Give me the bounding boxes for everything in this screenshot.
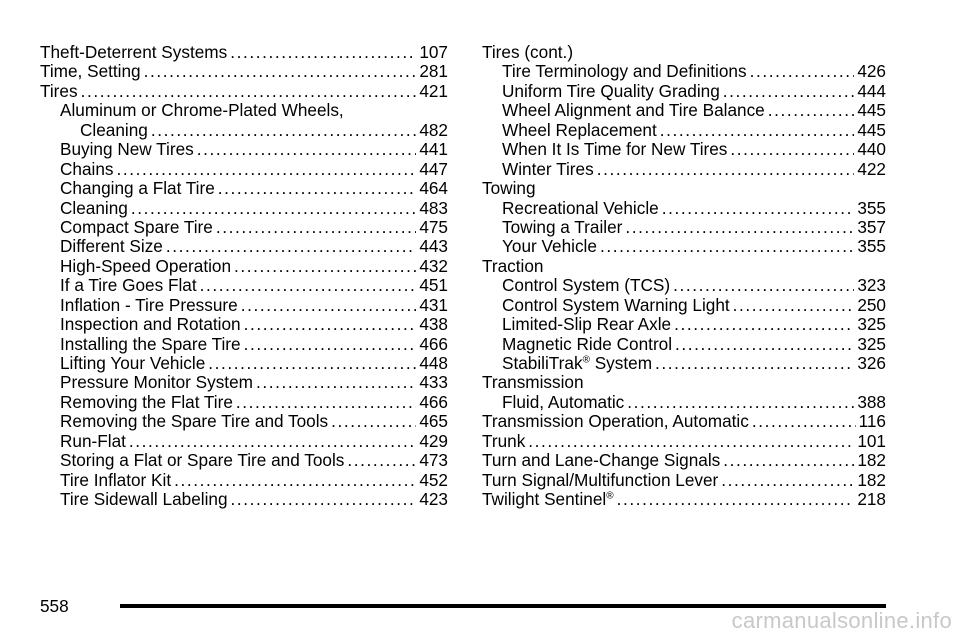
index-entry-page: 429 xyxy=(419,430,448,451)
dot-leader xyxy=(144,62,417,81)
index-entry-label: StabiliTrak® System xyxy=(502,353,653,373)
dot-leader xyxy=(723,451,854,470)
index-entry-page: 116 xyxy=(858,411,886,432)
index-entry xyxy=(482,160,886,179)
index-entry-label: Control System (TCS) xyxy=(502,275,671,296)
index-entry-label: Recreational Vehicle xyxy=(502,197,659,218)
registered-mark: ® xyxy=(582,354,590,366)
index-entry xyxy=(482,451,886,470)
dot-leader xyxy=(597,160,855,179)
index-entry-page: 326 xyxy=(857,353,886,373)
index-entry-label: Different Size xyxy=(60,236,163,257)
dot-leader xyxy=(662,199,855,218)
dot-leader xyxy=(231,490,417,509)
index-entry-label: Your Vehicle xyxy=(502,236,597,257)
index-entry-page: 447 xyxy=(419,158,448,179)
index-entry-label: Wheel Replacement xyxy=(502,119,657,140)
index-entry-label: Wheel Alignment and Tire Balance xyxy=(502,100,765,121)
index-entry xyxy=(482,315,886,334)
index-entry xyxy=(482,276,886,295)
dot-leader xyxy=(752,412,856,431)
index-entry-page: 444 xyxy=(857,80,886,101)
index-entry-label: Limited-Slip Rear Axle xyxy=(502,314,672,335)
index-entry-page: 101 xyxy=(857,430,886,451)
index-entry xyxy=(40,432,448,451)
index-entry-page: 388 xyxy=(857,391,886,412)
index-entry xyxy=(40,393,448,412)
index-entry-label: Turn and Lane-Change Signals xyxy=(482,450,721,471)
dot-leader xyxy=(151,121,416,140)
index-entry xyxy=(40,101,448,120)
page-number: 558 xyxy=(40,596,69,616)
index-entry-label: Buying New Tires xyxy=(60,139,194,160)
index-entry-page: 466 xyxy=(419,391,448,412)
index-entry-label: Storing a Flat or Spare Tire and Tools xyxy=(60,450,345,471)
dot-leader xyxy=(81,82,417,101)
index-entry-page: 438 xyxy=(419,314,448,335)
index-entry xyxy=(40,82,448,101)
index-entry xyxy=(40,179,448,198)
index-entry-label: Transmission Operation, Automatic xyxy=(482,411,749,432)
index-entry-label: Control System Warning Light xyxy=(502,294,730,315)
index-entry xyxy=(40,140,448,159)
registered-mark: ® xyxy=(606,490,614,502)
dot-leader xyxy=(174,471,416,490)
index-entry-page: 440 xyxy=(857,139,886,160)
dot-leader xyxy=(230,43,416,62)
index-entry-page: 473 xyxy=(419,450,448,471)
index-entry-label: Turn Signal/Multifunction Lever xyxy=(482,469,719,490)
index-entry-label: Towing a Trailer xyxy=(502,216,623,237)
index-entry xyxy=(482,354,886,373)
index-entry-label: Run-Flat xyxy=(60,430,126,451)
index-entry-label: If a Tire Goes Flat xyxy=(60,275,197,296)
index-entry xyxy=(40,296,448,315)
index-entry-page: 182 xyxy=(857,469,886,490)
index-entry xyxy=(482,257,886,276)
index-entry xyxy=(40,160,448,179)
index-entry-label: Aluminum or Chrome-Plated Wheels, xyxy=(60,100,344,121)
index-entry-page: 182 xyxy=(857,450,886,471)
index-entry-page: 482 xyxy=(419,119,448,140)
dot-leader xyxy=(236,393,416,412)
index-entry xyxy=(482,199,886,218)
dot-leader xyxy=(768,101,855,120)
index-entry xyxy=(482,179,886,198)
index-entry xyxy=(482,218,886,237)
index-entry xyxy=(40,412,448,431)
index-entry-page: 448 xyxy=(419,353,448,373)
index-entry-page: 357 xyxy=(857,216,886,237)
index-entry xyxy=(40,451,448,470)
index-entry-label: Removing the Spare Tire and Tools xyxy=(60,411,329,432)
index-entry xyxy=(40,276,448,295)
index-entry-label: When It Is Time for New Tires xyxy=(502,139,728,160)
index-entry-label: Towing xyxy=(482,178,536,199)
index-entry-label: Inflation - Tire Pressure xyxy=(60,294,238,315)
index-entry xyxy=(40,373,448,392)
dot-leader xyxy=(627,393,854,412)
index-entry xyxy=(482,140,886,159)
index-entry-label: Twilight Sentinel® xyxy=(482,489,614,510)
index-entry xyxy=(40,490,448,509)
index-entry-page: 355 xyxy=(857,236,886,257)
index-entry-label: Winter Tires xyxy=(502,158,594,179)
dot-leader xyxy=(244,315,417,334)
index-entry-page: 250 xyxy=(857,294,886,315)
index-entry-page: 423 xyxy=(419,489,448,510)
index-entry-page: 218 xyxy=(857,489,886,510)
dot-leader xyxy=(256,373,416,392)
index-entry xyxy=(482,121,886,140)
dot-leader xyxy=(733,296,855,315)
index-entry xyxy=(482,373,886,392)
index-entry xyxy=(40,471,448,490)
index-entry xyxy=(482,43,886,62)
dot-leader xyxy=(660,121,855,140)
index-entry xyxy=(482,432,886,451)
index-entry-label: Transmission xyxy=(482,372,584,393)
index-entry-label: Removing the Flat Tire xyxy=(60,391,233,412)
index-entry-label: Chains xyxy=(60,158,114,179)
index-entry-label: Fluid, Automatic xyxy=(502,391,625,412)
index-entry-page: 451 xyxy=(419,275,448,296)
index-entry-page: 433 xyxy=(419,372,448,393)
index-entry-page: 475 xyxy=(419,216,448,237)
index-entry xyxy=(40,335,448,354)
index-entry xyxy=(482,412,886,431)
index-entry-page: 426 xyxy=(857,61,886,82)
index-entry xyxy=(40,354,448,373)
index-entry-label: Trunk xyxy=(482,430,526,451)
index-entry-label: Tire Terminology and Definitions xyxy=(502,61,747,82)
dot-leader xyxy=(208,354,416,373)
index-entry xyxy=(40,43,448,62)
index-entry-label: Tire Sidewall Labeling xyxy=(60,489,228,510)
index-entry-label: Tire Inflator Kit xyxy=(60,469,172,490)
index-entry-page: 107 xyxy=(419,42,448,62)
index-entry-page: 443 xyxy=(419,236,448,257)
index-entry xyxy=(40,237,448,256)
index-entry-page: 445 xyxy=(857,100,886,121)
dot-leader xyxy=(347,451,416,470)
index-entry-label: Tires (cont.) xyxy=(482,42,574,62)
index-entry xyxy=(482,296,886,315)
index-column-left xyxy=(40,43,448,510)
index-entry-page: 466 xyxy=(419,333,448,354)
dot-leader xyxy=(218,179,417,198)
index-entry-label: Magnetic Ride Control xyxy=(502,333,673,354)
watermark: carmanualsonline.info xyxy=(731,608,952,633)
index-entry xyxy=(40,199,448,218)
index-entry-label: Cleaning xyxy=(60,197,128,218)
index-entry-label: Inspection and Rotation xyxy=(60,314,241,335)
index-entry-label: Changing a Flat Tire xyxy=(60,178,215,199)
dot-leader xyxy=(129,432,416,451)
dot-leader xyxy=(528,432,854,451)
index-entry xyxy=(40,257,448,276)
dot-leader xyxy=(675,335,854,354)
dot-leader xyxy=(723,82,855,101)
index-entry-page: 464 xyxy=(419,178,448,199)
index-entry-page: 281 xyxy=(419,61,448,82)
dot-leader xyxy=(166,237,416,256)
index-entry-page: 431 xyxy=(419,294,448,315)
index-entry-page: 441 xyxy=(419,139,448,160)
index-entry-label: Lifting Your Vehicle xyxy=(60,353,206,373)
index-entry xyxy=(482,237,886,256)
index-entry xyxy=(40,62,448,81)
index-entry-label: Theft-Deterrent Systems xyxy=(40,42,228,62)
index-entry-label: Uniform Tire Quality Grading xyxy=(502,80,720,101)
index-entry-page: 452 xyxy=(419,469,448,490)
index-entry-page: 422 xyxy=(857,158,886,179)
index-entry-label: Time, Setting xyxy=(40,61,141,82)
dot-leader xyxy=(730,140,854,159)
index-entry xyxy=(482,393,886,412)
dot-leader xyxy=(655,354,854,373)
index-entry-page: 483 xyxy=(419,197,448,218)
index-entry xyxy=(482,471,886,490)
dot-leader xyxy=(234,257,416,276)
index-entry-label: Tires xyxy=(40,80,78,101)
dot-leader xyxy=(750,62,855,81)
index-entry-label: Compact Spare Tire xyxy=(60,216,213,237)
index-entry xyxy=(482,335,886,354)
dot-leader xyxy=(117,160,417,179)
index-entry-page: 325 xyxy=(857,314,886,335)
index-entry-label: Pressure Monitor System xyxy=(60,372,253,393)
dot-leader xyxy=(674,315,854,334)
index-entry xyxy=(482,101,886,120)
index-column-right xyxy=(482,43,886,510)
index-entry-page: 465 xyxy=(419,411,448,432)
dot-leader xyxy=(244,335,417,354)
index-entry-page: 323 xyxy=(857,275,886,296)
index-entry-page: 445 xyxy=(857,119,886,140)
index-entry xyxy=(40,218,448,237)
dot-leader xyxy=(617,490,855,509)
index-entry xyxy=(40,315,448,334)
index-entry-label: Traction xyxy=(482,255,544,276)
index-entry-page: 421 xyxy=(419,80,448,101)
dot-leader xyxy=(241,296,417,315)
dot-leader xyxy=(197,140,417,159)
dot-leader xyxy=(625,218,854,237)
dot-leader xyxy=(673,276,854,295)
dot-leader xyxy=(331,412,416,431)
dot-leader xyxy=(216,218,416,237)
dot-leader xyxy=(600,237,854,256)
index-entry-page: 355 xyxy=(857,197,886,218)
dot-leader xyxy=(131,199,416,218)
index-entry-page: 325 xyxy=(857,333,886,354)
index-entry-label: Installing the Spare Tire xyxy=(60,333,241,354)
index-entry-page: 432 xyxy=(419,255,448,276)
index-entry-label: Cleaning xyxy=(80,119,148,140)
dot-leader xyxy=(200,276,417,295)
index-entry xyxy=(482,82,886,101)
index-entry xyxy=(482,62,886,81)
index-entry-label: High-Speed Operation xyxy=(60,255,232,276)
index-entry xyxy=(482,490,886,509)
index-entry xyxy=(40,121,448,140)
dot-leader xyxy=(721,471,854,490)
